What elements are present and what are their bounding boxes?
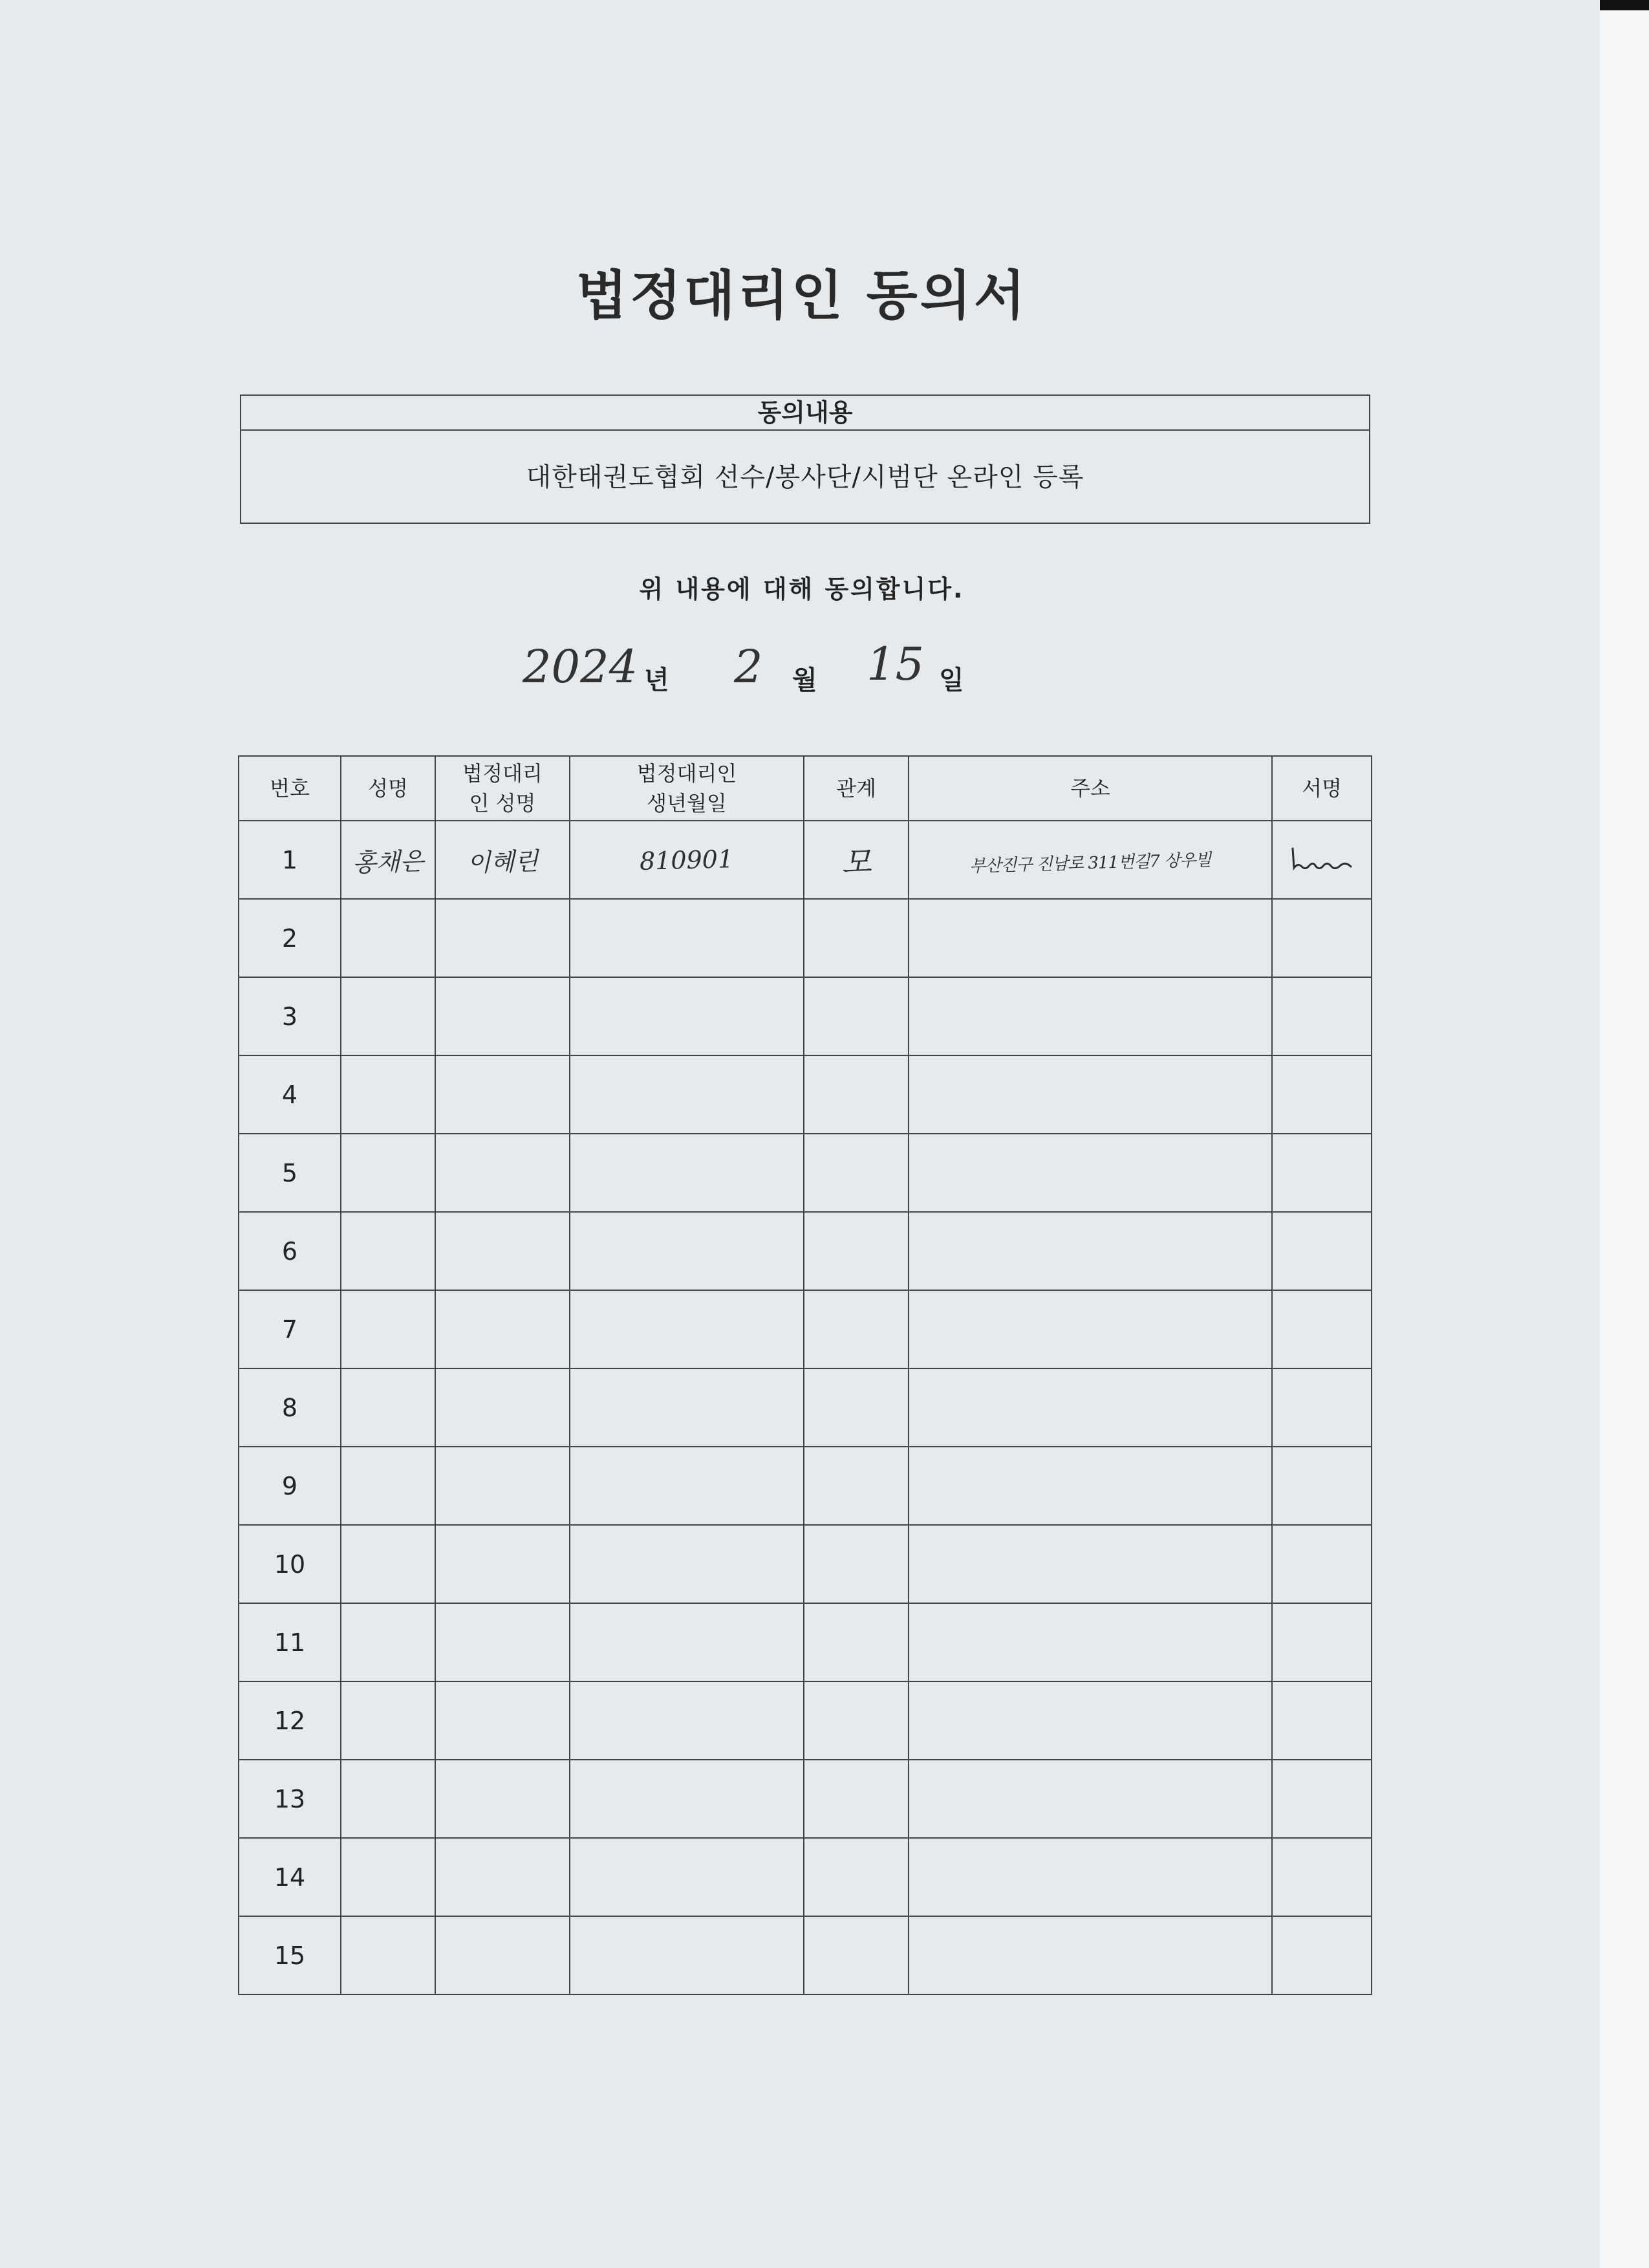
row-number-value: 2 — [281, 923, 298, 953]
relation-cell — [804, 1290, 909, 1368]
address-cell — [909, 1916, 1272, 1994]
address-cell — [909, 1055, 1272, 1134]
header-no: 번호 — [239, 756, 341, 821]
address-value: 부산진구 진남로 311번길7 상우빌 — [969, 850, 1212, 876]
date-year-unit: 년 — [644, 665, 669, 695]
guardian-birth-cell — [570, 977, 804, 1055]
table-row — [239, 1290, 1372, 1368]
signature-cell — [1272, 1134, 1372, 1212]
guardian-name-cell — [435, 821, 570, 899]
row-number-value: 10 — [274, 1550, 306, 1579]
guardian-name-cell — [435, 899, 570, 977]
name-cell — [341, 1134, 435, 1212]
table-row — [239, 899, 1372, 977]
row-number-cell — [239, 1290, 341, 1368]
table-row — [239, 1525, 1372, 1603]
row-number-value: 9 — [281, 1471, 298, 1500]
guardian-birth-cell — [570, 1681, 804, 1760]
address-cell — [909, 899, 1272, 977]
row-number-cell — [239, 1838, 341, 1916]
guardian-birth-cell — [570, 899, 804, 977]
date-day-unit: 일 — [939, 665, 964, 695]
guardian-name-cell — [435, 1525, 570, 1603]
relation-cell — [804, 1368, 909, 1447]
header-guardian-birth: 법정대리인 생년월일 — [570, 756, 804, 821]
table-row — [239, 1368, 1372, 1447]
address-cell — [909, 977, 1272, 1055]
table-row — [239, 1760, 1372, 1838]
address-cell — [909, 821, 1272, 899]
consent-box — [240, 394, 1370, 524]
relation-cell — [804, 1681, 909, 1760]
name-cell — [341, 1838, 435, 1916]
signature-cell — [1272, 899, 1372, 977]
guardian-birth-cell — [570, 1525, 804, 1603]
table-row — [239, 1447, 1372, 1525]
table-row — [239, 1212, 1372, 1290]
row-number-value: 1 — [281, 845, 298, 874]
guardian-name-value: 이혜린 — [466, 847, 539, 878]
name-cell — [341, 1603, 435, 1681]
relation-cell — [804, 821, 909, 899]
name-cell — [341, 1760, 435, 1838]
guardian-name-cell — [435, 1368, 570, 1447]
row-number-value: 4 — [281, 1080, 298, 1109]
name-cell — [341, 1525, 435, 1603]
agreement-statement: 위 내용에 대해 동의합니다. — [639, 575, 965, 603]
name-value: 홍채은 — [352, 847, 424, 878]
row-number-cell — [239, 977, 341, 1055]
row-number-cell — [239, 899, 341, 977]
address-cell — [909, 1212, 1272, 1290]
address-cell — [909, 1290, 1272, 1368]
header-relation: 관계 — [804, 756, 909, 821]
guardian-name-cell — [435, 1603, 570, 1681]
row-number-value: 8 — [281, 1393, 298, 1422]
row-number-value: 3 — [281, 1002, 298, 1031]
address-cell — [909, 1525, 1272, 1603]
relation-cell — [804, 1134, 909, 1212]
relation-cell — [804, 1760, 909, 1838]
row-number-cell — [239, 1134, 341, 1212]
name-cell — [341, 899, 435, 977]
signature-cell — [1272, 1290, 1372, 1368]
name-cell — [341, 1368, 435, 1447]
table-body — [239, 821, 1372, 1994]
date-month: 2 — [734, 640, 763, 693]
address-cell — [909, 1368, 1272, 1447]
guardian-name-cell — [435, 1681, 570, 1760]
name-cell — [341, 1055, 435, 1134]
row-number-value: 11 — [274, 1628, 306, 1657]
name-cell — [341, 1916, 435, 1994]
signature-cell — [1272, 977, 1372, 1055]
relation-cell — [804, 1055, 909, 1134]
guardian-name-cell — [435, 1290, 570, 1368]
guardian-birth-cell — [570, 1603, 804, 1681]
address-cell — [909, 1681, 1272, 1760]
signature-cell — [1272, 1447, 1372, 1525]
table-row — [239, 1838, 1372, 1916]
guardian-birth-value: 810901 — [639, 844, 735, 876]
header-guardian-name: 법정대리인 성명 — [435, 756, 570, 821]
signature-mark — [1286, 841, 1357, 880]
row-number-value: 12 — [274, 1706, 306, 1735]
consent-content: 대한태권도협회 선수/봉사단/시범단 온라인 등록 — [526, 462, 1084, 492]
name-cell — [341, 1212, 435, 1290]
guardian-birth-cell — [570, 1838, 804, 1916]
scan-edge — [1600, 0, 1649, 2268]
guardian-name-cell — [435, 1838, 570, 1916]
row-number-cell — [239, 1368, 341, 1447]
table-row — [239, 1916, 1372, 1994]
name-cell — [341, 1447, 435, 1525]
row-number-cell — [239, 1447, 341, 1525]
row-number-value: 5 — [281, 1158, 298, 1187]
table-row — [239, 1681, 1372, 1760]
guardian-birth-cell — [570, 1134, 804, 1212]
guardian-birth-cell — [570, 1916, 804, 1994]
signature-cell — [1272, 1916, 1372, 1994]
row-number-cell — [239, 1525, 341, 1603]
relation-cell — [804, 1838, 909, 1916]
date-day: 15 — [867, 638, 925, 691]
address-cell — [909, 1134, 1272, 1212]
row-number-value: 15 — [274, 1941, 306, 1970]
table-row — [239, 1055, 1372, 1134]
header-address: 주소 — [909, 756, 1272, 821]
guardian-birth-cell — [570, 821, 804, 899]
guardian-name-cell — [435, 977, 570, 1055]
signature-cell — [1272, 1838, 1372, 1916]
consent-heading: 동의내용 — [241, 396, 1369, 431]
document-title: 법정대리인 동의서 — [576, 265, 1028, 327]
row-number-cell — [239, 1916, 341, 1994]
name-cell — [341, 1290, 435, 1368]
date-month-unit: 월 — [792, 665, 817, 695]
relation-cell — [804, 1447, 909, 1525]
signature-cell — [1272, 821, 1372, 899]
relation-cell — [804, 1603, 909, 1681]
header-signature: 서명 — [1272, 756, 1372, 821]
table-row — [239, 977, 1372, 1055]
guardian-birth-cell — [570, 1368, 804, 1447]
guardian-name-cell — [435, 1055, 570, 1134]
guardian-birth-cell — [570, 1212, 804, 1290]
registration-table — [238, 755, 1372, 1995]
row-number-cell — [239, 821, 341, 899]
date-year: 2024 — [523, 640, 638, 693]
row-number-value: 14 — [274, 1863, 306, 1892]
header-name: 성명 — [341, 756, 435, 821]
guardian-birth-cell — [570, 1290, 804, 1368]
relation-value: 모 — [841, 844, 872, 881]
row-number-cell — [239, 1603, 341, 1681]
row-number-value: 7 — [281, 1315, 298, 1344]
guardian-name-cell — [435, 1212, 570, 1290]
relation-cell — [804, 1212, 909, 1290]
signature-cell — [1272, 1760, 1372, 1838]
signature-cell — [1272, 1368, 1372, 1447]
date-line — [517, 640, 1009, 698]
row-number-value: 13 — [274, 1784, 306, 1813]
guardian-name-cell — [435, 1447, 570, 1525]
relation-cell — [804, 977, 909, 1055]
signature-cell — [1272, 1681, 1372, 1760]
table-row — [239, 1134, 1372, 1212]
table-header-row — [239, 756, 1372, 821]
address-cell — [909, 1760, 1272, 1838]
guardian-birth-cell — [570, 1055, 804, 1134]
row-number-value: 6 — [281, 1237, 298, 1266]
signature-cell — [1272, 1212, 1372, 1290]
scan-mark — [1600, 0, 1649, 10]
name-cell — [341, 977, 435, 1055]
guardian-birth-cell — [570, 1760, 804, 1838]
table-row — [239, 1603, 1372, 1681]
name-cell — [341, 1681, 435, 1760]
relation-cell — [804, 899, 909, 977]
address-cell — [909, 1838, 1272, 1916]
table-row — [239, 821, 1372, 899]
guardian-name-cell — [435, 1134, 570, 1212]
guardian-name-cell — [435, 1760, 570, 1838]
row-number-cell — [239, 1212, 341, 1290]
relation-cell — [804, 1916, 909, 1994]
address-cell — [909, 1603, 1272, 1681]
row-number-cell — [239, 1055, 341, 1134]
relation-cell — [804, 1525, 909, 1603]
guardian-birth-cell — [570, 1447, 804, 1525]
row-number-cell — [239, 1681, 341, 1760]
row-number-cell — [239, 1760, 341, 1838]
signature-cell — [1272, 1055, 1372, 1134]
signature-cell — [1272, 1603, 1372, 1681]
guardian-name-cell — [435, 1916, 570, 1994]
signature-cell — [1272, 1525, 1372, 1603]
address-cell — [909, 1447, 1272, 1525]
name-cell — [341, 821, 435, 899]
